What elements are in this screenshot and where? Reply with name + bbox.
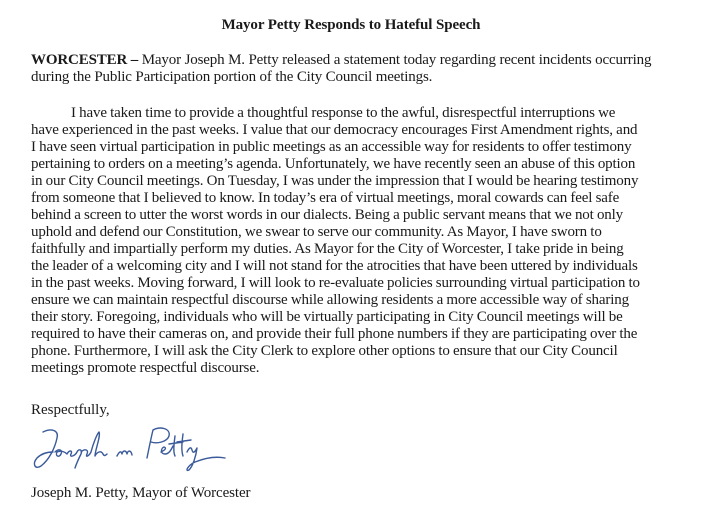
statement-line: their story. Foregoing, individuals who will be virtually participating in City Council meetings will be [31, 309, 623, 325]
statement-line: faithfully and impartially perform my duties. As Mayor for the City of Worcester, I take pride in being [31, 241, 624, 257]
statement-line: have experienced in the past weeks. I value that our democracy encourages First Amendment rights, and [31, 122, 638, 138]
intro-text: Mayor Joseph M. Petty released a statement today regarding recent incidents occurring during the Public Participation portion of the City Council meetings. [31, 52, 652, 85]
statement-line: meetings promote respectful discourse. [31, 360, 260, 376]
intro-paragraph [31, 52, 671, 86]
statement-line: pertaining to orders on a meeting’s agenda. Unfortunately, we have recently seen an abuse of this option [31, 156, 636, 172]
statement-line: the leader of a welcoming city and I will not stand for the atrocities that have been uttered by individuals [31, 258, 638, 274]
statement-line: behind a screen to utter the worst words in our dialects. Being a public servant means that we not only [31, 207, 624, 223]
statement-line: in our City Council meetings. On Tuesday, I was under the impression that I would be hearing testimony [31, 173, 639, 189]
statement-line: I have taken time to provide a thoughtful response to the awful, disrespectful interruptions we [71, 105, 616, 121]
statement-line: phone. Furthermore, I will ask the City Clerk to explore other options to ensure that our City Council [31, 343, 618, 359]
signer-name: Joseph M. Petty, Mayor of Worcester [31, 485, 251, 501]
statement-line: required to have their cameras on, and provide their full phone numbers if they are participating over the [31, 326, 638, 342]
statement-line: ensure we can maintain respectful discourse while allowing residents a more accessible way of sharing [31, 292, 629, 308]
handwritten-signature [29, 422, 229, 474]
statement-line: in the past weeks. Moving forward, I will look to re-evaluate policies surrounding virtual participation to [31, 275, 640, 291]
dateline: WORCESTER – [31, 52, 139, 68]
statement-paragraph [31, 105, 676, 377]
statement-line: uphold and defend our Constitution, we swear to serve our community. As Mayor, I have sworn to [31, 224, 602, 240]
statement-line: from someone that I believed to know. In today’s era of virtual meetings, moral cowards can feel safe [31, 190, 620, 206]
document-title: Mayor Petty Responds to Hateful Speech [221, 17, 481, 33]
statement-line: I have seen virtual participation in public meetings as an accessible way for residents to offer testimony [31, 139, 632, 155]
closing-salutation: Respectfully, [31, 402, 110, 418]
